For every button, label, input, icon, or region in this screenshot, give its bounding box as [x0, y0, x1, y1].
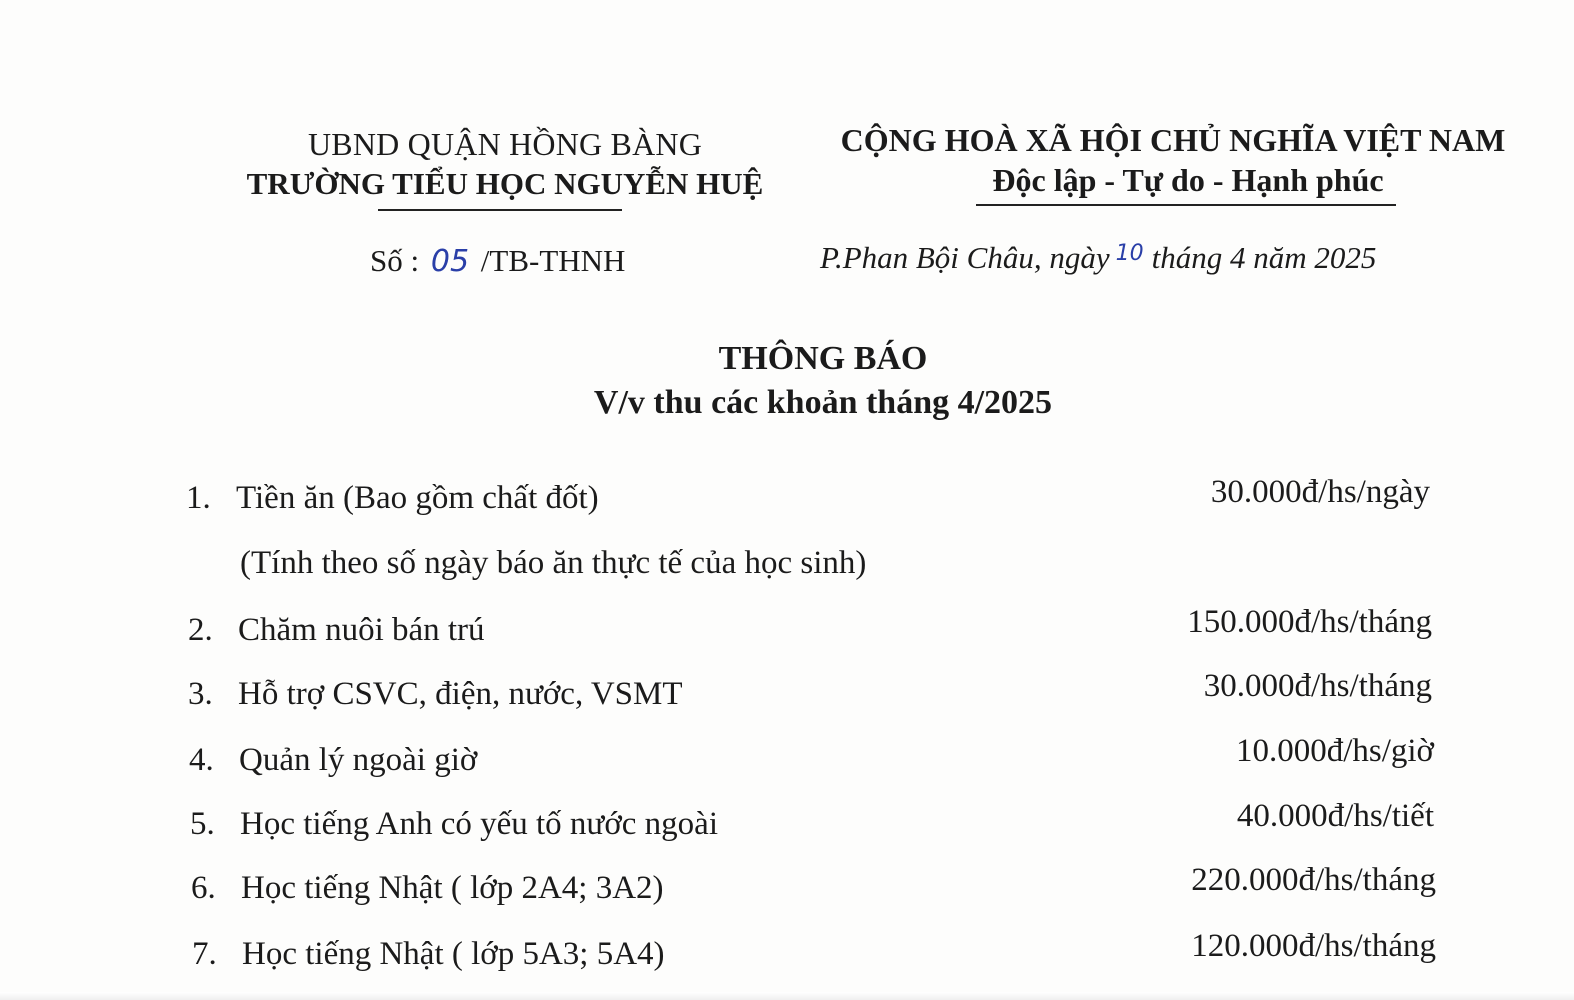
item-number: 4. [189, 742, 214, 778]
org-line-2: TRƯỜNG TIỂU HỌC NGUYỄN HUỆ [246, 166, 764, 201]
list-item [188, 612, 485, 649]
item-value: 40.000đ/hs/tiết [1236, 798, 1434, 834]
date-line [820, 240, 1376, 276]
item-number: 3. [188, 676, 213, 712]
item-value: 10.000đ/hs/giờ [1235, 733, 1434, 769]
notice-title: THÔNG BÁO [718, 340, 928, 377]
nation-underline [976, 204, 1396, 206]
item-label: Chăm nuôi bán trú [238, 612, 485, 648]
item-value: 220.000đ/hs/tháng [1191, 862, 1436, 898]
page-bottom-edge [0, 992, 1574, 1000]
list-item [186, 480, 599, 517]
date-prefix: P.Phan Bội Châu, ngày [820, 240, 1110, 275]
item-value: 30.000đ/hs/tháng [1203, 668, 1432, 704]
item-label: Học tiếng Nhật ( lớp 5A3; 5A4) [242, 936, 665, 972]
item-label: Học tiếng Anh có yếu tố nước ngoài [240, 806, 718, 842]
item-number: 2. [188, 612, 213, 648]
nation-line-2: Độc lập - Tự do - Hạnh phúc [992, 162, 1384, 198]
nation-line-1: CỘNG HOÀ XÃ HỘI CHỦ NGHĨA VIỆT NAM [840, 122, 1506, 158]
item-label: Học tiếng Nhật ( lớp 2A4; 3A2) [241, 870, 664, 906]
list-item [192, 936, 665, 973]
list-item [190, 806, 718, 843]
item-value: 120.000đ/hs/tháng [1191, 928, 1436, 964]
date-suffix: tháng 4 năm 2025 [1151, 240, 1377, 275]
org-underline [378, 209, 622, 211]
doc-number-suffix: /TB-THNH [480, 243, 626, 278]
item-label: Quản lý ngoài giờ [239, 742, 478, 778]
item-label: Tiền ăn (Bao gồm chất đốt) [236, 480, 599, 516]
date-day-handwritten: 10 [1115, 241, 1144, 266]
item-number: 7. [192, 936, 217, 972]
list-item [191, 870, 664, 907]
item-value: 150.000đ/hs/tháng [1187, 604, 1432, 640]
item-number: 6. [191, 870, 216, 906]
org-line-1: UBND QUẬN HỒNG BÀNG [307, 126, 703, 162]
doc-number-prefix: Số : [370, 243, 420, 278]
list-item [188, 676, 683, 713]
list-item [189, 742, 477, 779]
item-number: 1. [186, 480, 211, 516]
item-value: 30.000đ/hs/ngày [1210, 474, 1430, 510]
doc-number-handwritten: 05 [430, 244, 470, 279]
notice-subtitle: V/v thu các khoản tháng 4/2025 [593, 384, 1053, 421]
item-number: 5. [190, 806, 215, 842]
item-note: (Tính theo số ngày báo ăn thực tế của học sinh) [240, 545, 867, 581]
document-number [370, 243, 625, 279]
item-label: Hỗ trợ CSVC, điện, nước, VSMT [238, 676, 683, 712]
